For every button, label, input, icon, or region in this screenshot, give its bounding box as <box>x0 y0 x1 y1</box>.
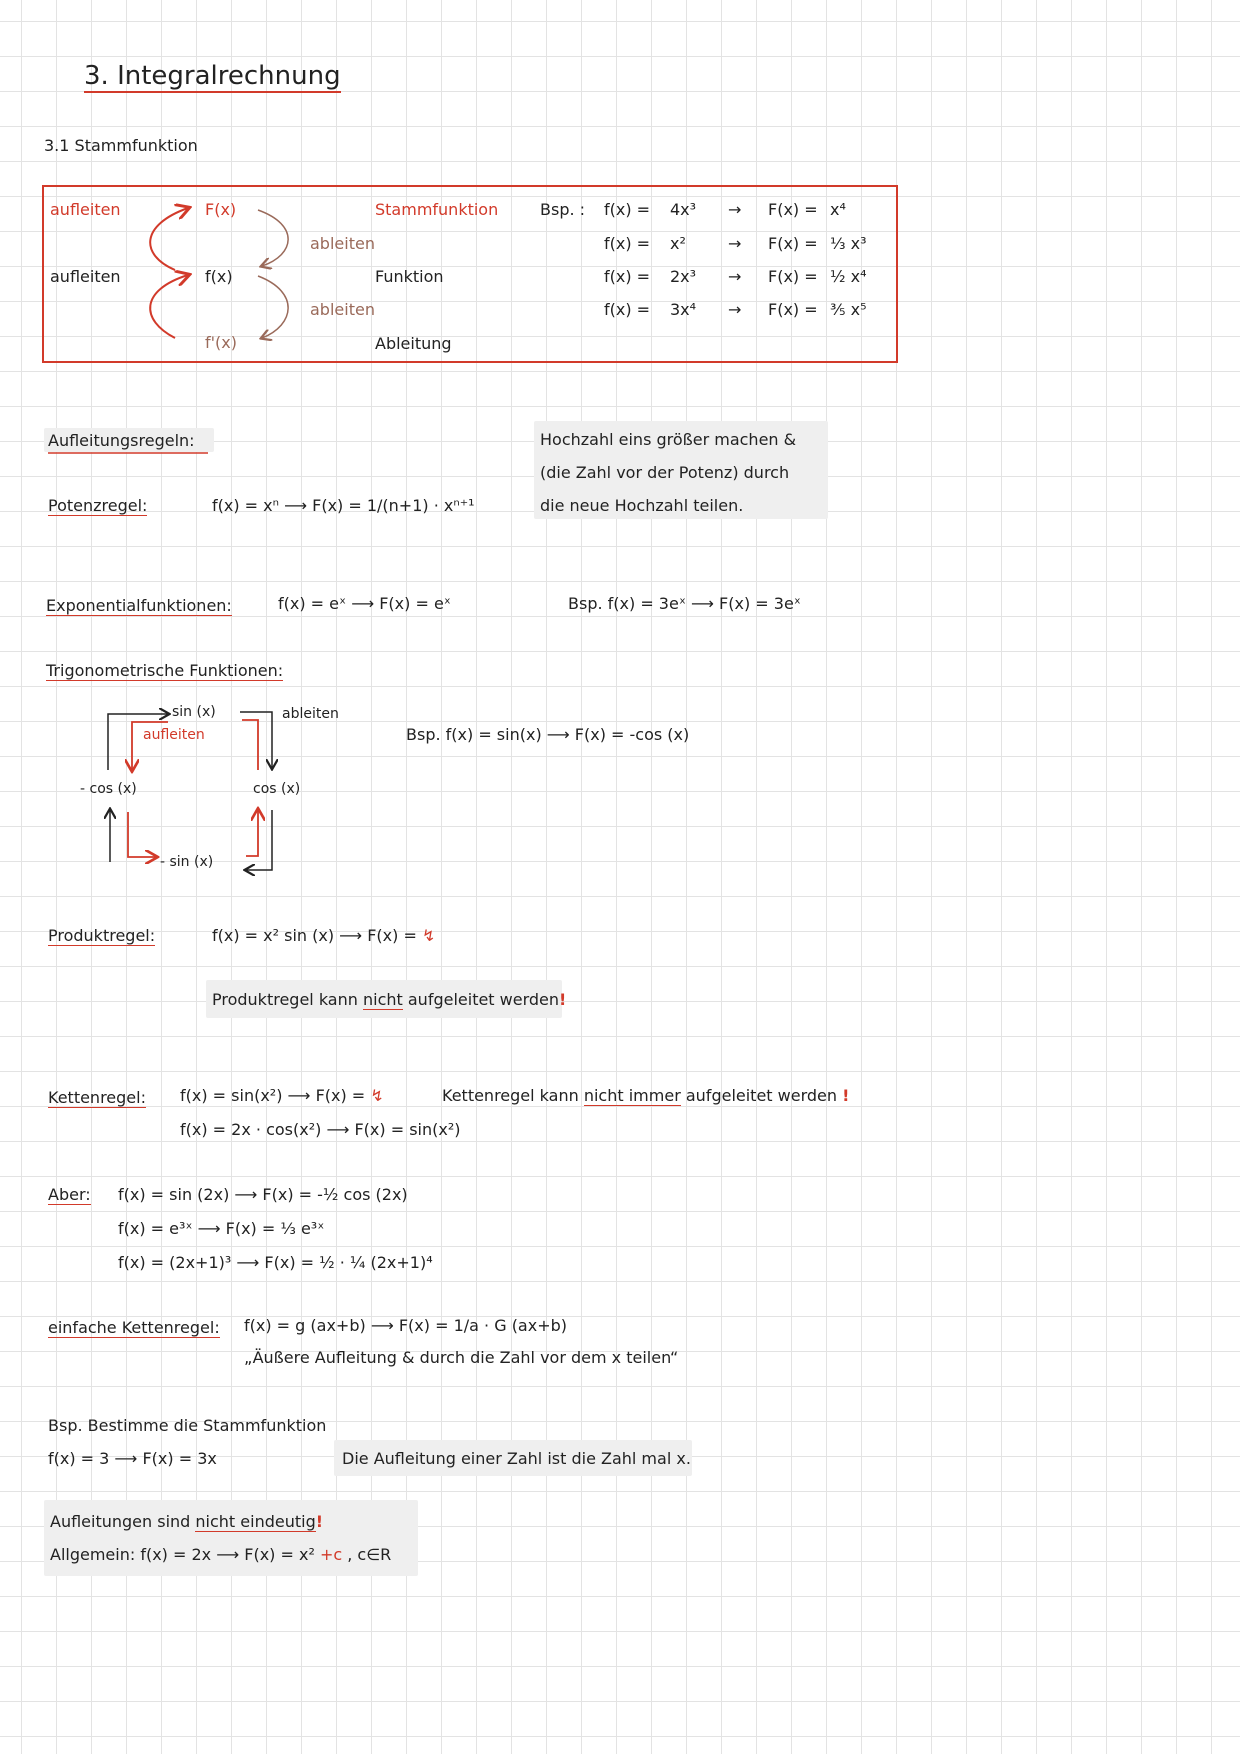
ex2-arrow: → <box>728 234 742 253</box>
ex3-expr: 2x³ <box>670 267 697 286</box>
final-line1-em: nicht eindeutig <box>195 1512 316 1531</box>
ex1-result: x⁴ <box>830 200 846 219</box>
bsp-note: Die Aufleitung einer Zahl ist die Zahl mal x. <box>342 1449 691 1468</box>
ex1-F: F(x) = <box>768 200 818 219</box>
produkt-note-post: aufgeleitet werden <box>407 990 560 1009</box>
aber-line1: f(x) = sin (2x) ⟶ F(x) = -½ cos (2x) <box>118 1185 408 1204</box>
ex3-F: F(x) = <box>768 267 818 286</box>
ketten-line2: f(x) = 2x · cos(x²) ⟶ F(x) = sin(x²) <box>180 1120 461 1139</box>
produkt-note-pre: Produktregel kann <box>212 990 358 1009</box>
overview-func-F: F(x) <box>205 200 237 219</box>
trig-neg-sin: - sin (x) <box>160 854 214 870</box>
produkt-formula: f(x) = x² sin (x) ⟶ F(x) = <box>212 926 417 945</box>
bsp-heading: Bsp. Bestimme die Stammfunktion <box>48 1416 327 1435</box>
ex2-result: ⅓ x³ <box>830 234 867 253</box>
potenz-note-line2: (die Zahl vor der Potenz) durch <box>540 463 790 482</box>
aufleiten-arc-2 <box>150 275 188 338</box>
ketten-contradiction-icon: ↯ <box>370 1086 384 1105</box>
ketten-note-pre: Kettenregel kann <box>442 1086 579 1105</box>
ketten-warning-icon: ! <box>842 1086 850 1105</box>
overview-examples-label: Bsp. : <box>540 200 586 219</box>
exp-example: Bsp. f(x) = 3eˣ ⟶ F(x) = 3eˣ <box>568 594 801 613</box>
ex3-f: f(x) = <box>604 267 651 286</box>
ex2-expr: x² <box>670 234 686 253</box>
trig-cycle-red-left <box>128 812 156 857</box>
final-line2-plus-c: +c <box>314 1545 343 1564</box>
aufleiten-arc-1 <box>150 208 188 270</box>
einfach-label: einfache Kettenregel: <box>48 1318 220 1337</box>
trig-cycle-red-top <box>132 722 168 770</box>
aber-label: Aber: <box>48 1185 91 1204</box>
produkt-label: Produktregel: <box>48 926 156 945</box>
ketten-note-em: nicht immer <box>583 1086 681 1105</box>
ketten-note-post: aufgeleitet werden <box>685 1086 838 1105</box>
ex1-arrow: → <box>728 200 742 219</box>
overview-aufleiten-2: aufleiten <box>50 267 121 286</box>
produkt-contradiction-icon: ↯ <box>421 926 436 945</box>
trig-example: Bsp. f(x) = sin(x) ⟶ F(x) = -cos (x) <box>406 725 690 744</box>
trig-ableiten: ableiten <box>282 706 339 722</box>
ex3-result: ½ x⁴ <box>830 267 867 286</box>
produkt-warning-icon: ! <box>559 990 567 1009</box>
ex3-arrow: → <box>728 267 742 286</box>
overview-name-ableitung: Ableitung <box>375 334 452 353</box>
aber-line3: f(x) = (2x+1)³ ⟶ F(x) = ½ · ¼ (2x+1)⁴ <box>118 1253 433 1272</box>
ex4-arrow: → <box>728 300 742 319</box>
exp-formula: f(x) = eˣ ⟶ F(x) = eˣ <box>278 594 451 613</box>
ex1-expr: 4x³ <box>670 200 697 219</box>
trig-cycle-red-right <box>242 720 258 770</box>
ex4-f: f(x) = <box>604 300 651 319</box>
overview-ableiten-2: ableiten <box>310 300 375 319</box>
ex4-expr: 3x⁴ <box>670 300 697 319</box>
ableiten-arc-2 <box>258 276 288 338</box>
final-line2-pre: Allgemein: f(x) = 2x ⟶ F(x) = x² <box>50 1545 315 1564</box>
ketten-label: Kettenregel: <box>48 1088 146 1107</box>
potenz-note-line3: die neue Hochzahl teilen. <box>540 496 744 515</box>
section-heading: 3.1 Stammfunktion <box>44 136 198 155</box>
trig-label: Trigonometrische Funktionen: <box>46 661 284 680</box>
trig-cos: cos (x) <box>253 781 301 797</box>
trig-cycle-black-bottom <box>246 810 272 870</box>
ex2-F: F(x) = <box>768 234 818 253</box>
overview-name-funktion: Funktion <box>375 267 444 286</box>
overview-func-fprime: f'(x) <box>205 333 237 352</box>
final-line2-post: , c∈R <box>342 1545 392 1564</box>
ex1-f: f(x) = <box>604 200 651 219</box>
exp-label: Exponentialfunktionen: <box>46 596 232 615</box>
rules-heading: Aufleitungsregeln: <box>48 431 195 450</box>
overview-name-stammfunktion: Stammfunktion <box>375 200 499 219</box>
einfach-formula: f(x) = g (ax+b) ⟶ F(x) = 1/a · G (ax+b) <box>244 1316 568 1335</box>
overview-aufleiten-1: aufleiten <box>50 200 121 219</box>
page-title-text: 3. Integralrechnung <box>84 61 341 91</box>
bsp-line: f(x) = 3 ⟶ F(x) = 3x <box>48 1449 217 1468</box>
trig-aufleiten: aufleiten <box>143 727 205 743</box>
overview-func-f: f(x) <box>205 267 233 286</box>
ex2-f: f(x) = <box>604 234 651 253</box>
final-warning-icon: ! <box>315 1512 324 1531</box>
ex4-F: F(x) = <box>768 300 818 319</box>
produkt-note-em: nicht <box>362 990 403 1009</box>
trig-neg-cos: - cos (x) <box>80 781 137 797</box>
final-line1-pre: Aufleitungen sind <box>50 1512 191 1531</box>
potenz-note-line1: Hochzahl eins größer machen & <box>540 430 797 449</box>
trig-sin: sin (x) <box>172 704 216 720</box>
einfach-quote: „Äußere Aufleitung & durch die Zahl vor dem x teilen“ <box>244 1348 679 1367</box>
aber-line2: f(x) = e³ˣ ⟶ F(x) = ⅓ e³ˣ <box>118 1219 325 1238</box>
overview-ableiten-1: ableiten <box>310 234 375 253</box>
ketten-line1: f(x) = sin(x²) ⟶ F(x) = <box>180 1086 366 1105</box>
potenz-label: Potenzregel: <box>48 496 148 515</box>
ex4-result: ⅗ x⁵ <box>830 300 867 319</box>
trig-cycle-red-bottom <box>246 810 258 856</box>
ableiten-arc-1 <box>258 210 288 266</box>
potenz-formula: f(x) = xⁿ ⟶ F(x) = 1/(n+1) · xⁿ⁺¹ <box>212 496 475 515</box>
